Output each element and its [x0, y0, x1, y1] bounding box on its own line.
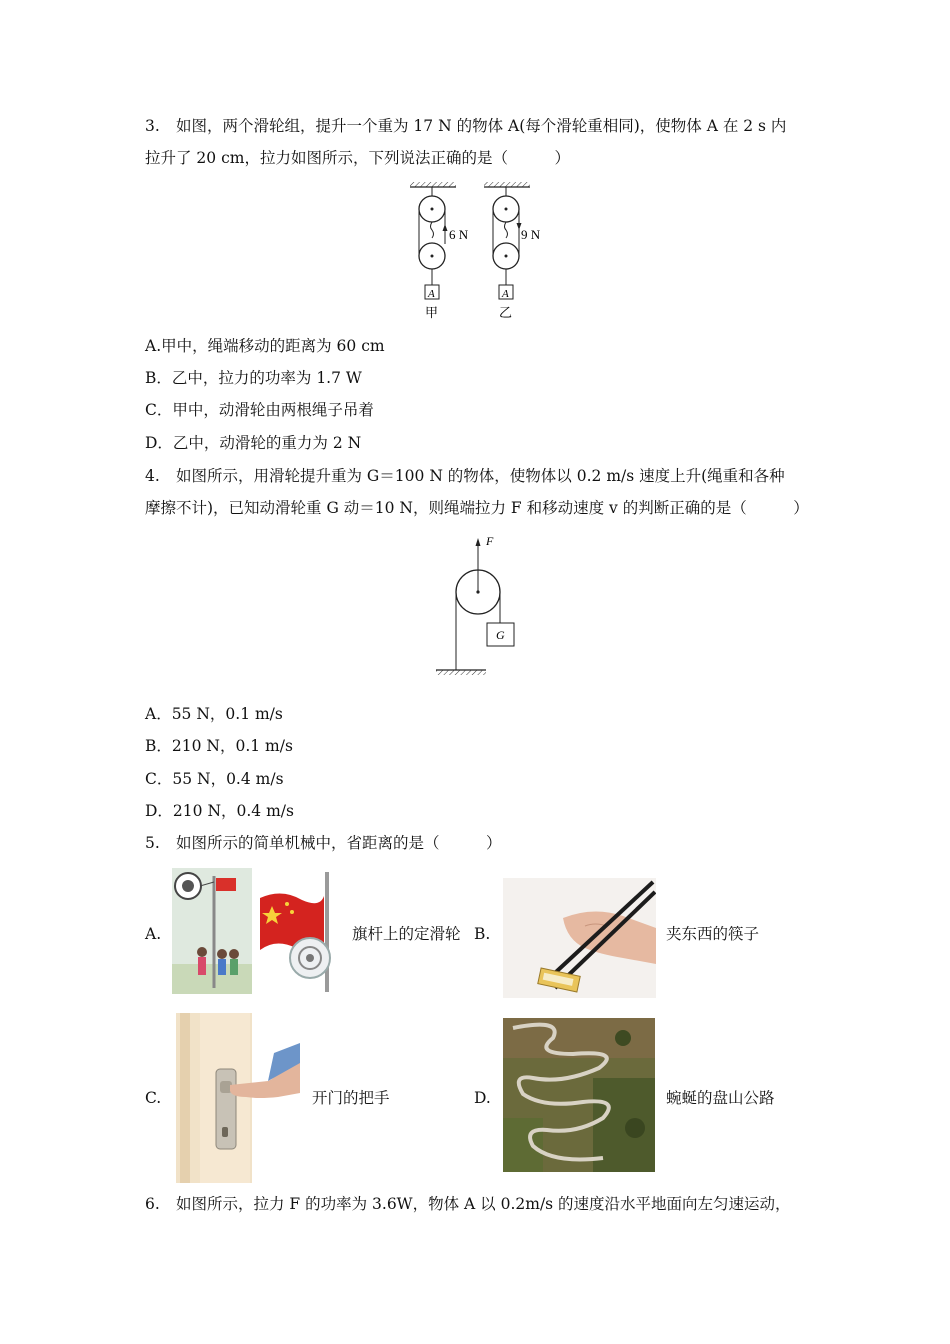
q3-stem-line2: 拉升了 20 cm，拉力如图所示，下列说法正确的是（ ）	[145, 149, 570, 167]
q3-option-c: C．甲中，动滑轮由两根绳子吊着	[145, 401, 374, 419]
q5-option-b-letter: B.	[474, 925, 491, 943]
q3-left-force-label: 6 N	[449, 227, 469, 242]
q5-number: 5.	[145, 834, 160, 852]
q3-stem-line1: 如图，两个滑轮组，提升一个重为 17 N 的物体 A(每个滑轮重相同)，使物体 A 在 2 s 内	[176, 117, 787, 135]
mountain-road-image	[503, 1018, 655, 1172]
q4-number: 4.	[145, 467, 160, 485]
q5-option-d-text: 蜿蜒的盘山公路	[666, 1089, 775, 1107]
q5-option-a-text: 旗杆上的定滑轮	[352, 925, 461, 943]
q3-pulley-figure	[395, 178, 565, 323]
q3-left-block-label: A	[428, 288, 435, 300]
q4-block-label: G	[496, 628, 505, 642]
q3-option-d: D．乙中，动滑轮的重力为 2 N	[145, 434, 362, 452]
q5-option-a-letter: A.	[145, 925, 162, 943]
q3-number: 3.	[145, 117, 160, 135]
q3-left-caption: 甲	[425, 305, 439, 320]
q5-option-b-text: 夹东西的筷子	[666, 925, 760, 943]
q5-option-c-text: 开门的把手	[312, 1089, 390, 1107]
q5-option-c-letter: C.	[145, 1089, 162, 1107]
q3-right-block-label: A	[502, 288, 509, 300]
q3-right-force-label: 9 N	[521, 227, 541, 242]
q5-stem-line1: 如图所示的简单机械中，省距离的是（ ）	[176, 834, 502, 852]
q4-force-label: F	[486, 534, 494, 548]
q4-stem-line1: 如图所示，用滑轮提升重为 G＝100 N 的物体，使物体以 0.2 m/s 速度上升(绳重和各种	[176, 467, 785, 485]
flagpole-pulley-image	[172, 868, 344, 994]
q4-stem-line2: 摩擦不计)，已知动滑轮重 G 动＝10 N，则绳端拉力 F 和移动速度 v 的判断正确的是（ ）	[145, 499, 809, 517]
door-handle-image	[172, 1013, 300, 1183]
q4-pulley-figure	[430, 530, 530, 680]
q4-option-a: A．55 N，0.1 m/s	[145, 705, 283, 723]
q4-option-d: D．210 N，0.4 m/s	[145, 802, 294, 820]
q3-option-b: B．乙中，拉力的功率为 1.7 W	[145, 369, 362, 387]
chopsticks-image	[503, 878, 656, 998]
q6-number: 6.	[145, 1195, 160, 1213]
q3-option-a: A.甲中，绳端移动的距离为 60 cm	[145, 337, 385, 355]
q4-option-b: B．210 N，0.1 m/s	[145, 737, 293, 755]
q3-right-caption: 乙	[499, 305, 513, 320]
q6-stem-line1: 如图所示，拉力 F 的功率为 3.6W，物体 A 以 0.2m/s 的速度沿水平地面向左匀速运动，	[176, 1195, 791, 1213]
q5-option-d-letter: D.	[474, 1089, 491, 1107]
q4-option-c: C．55 N，0.4 m/s	[145, 770, 284, 788]
